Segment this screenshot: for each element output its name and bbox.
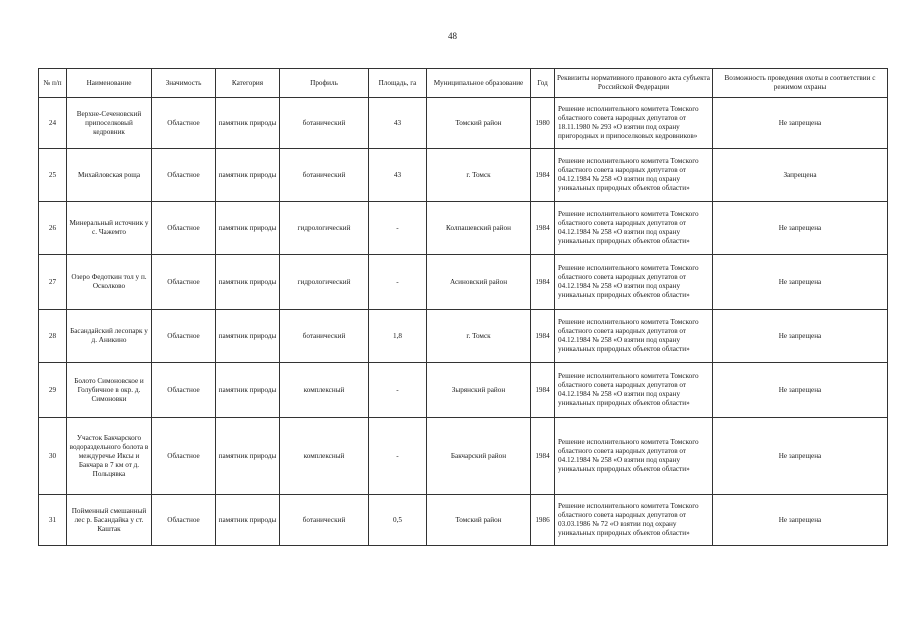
header-municipality: Муниципальное образование bbox=[427, 69, 531, 98]
header-year: Год bbox=[531, 69, 555, 98]
protected-areas-table bbox=[38, 68, 888, 546]
cell-category: памятник природы bbox=[216, 310, 280, 363]
cell-name: Болото Симоновское и Голубичное в окр. д. Симоновки bbox=[67, 363, 152, 418]
cell-number: 26 bbox=[39, 202, 67, 255]
cell-municipality: Колпашевский район bbox=[427, 202, 531, 255]
cell-year: 1984 bbox=[531, 149, 555, 202]
cell-municipality: г. Томск bbox=[427, 310, 531, 363]
cell-area: 43 bbox=[369, 98, 427, 149]
page-number: 48 bbox=[448, 31, 457, 41]
cell-profile: ботанический bbox=[280, 149, 369, 202]
cell-profile: гидрологический bbox=[280, 255, 369, 310]
cell-year: 1984 bbox=[531, 255, 555, 310]
cell-category: памятник природы bbox=[216, 149, 280, 202]
cell-year: 1984 bbox=[531, 363, 555, 418]
cell-significance: Областное bbox=[152, 310, 216, 363]
cell-number: 31 bbox=[39, 495, 67, 546]
table-row bbox=[39, 149, 888, 202]
cell-year: 1980 bbox=[531, 98, 555, 149]
cell-hunting: Запрещена bbox=[713, 149, 888, 202]
cell-profile: ботанический bbox=[280, 98, 369, 149]
header-profile: Профиль bbox=[280, 69, 369, 98]
header-significance: Значимость bbox=[152, 69, 216, 98]
cell-category: памятник природы bbox=[216, 363, 280, 418]
header-hunting: Возможность проведения охоты в соответствии с режимом охраны bbox=[713, 69, 888, 98]
cell-number: 25 bbox=[39, 149, 67, 202]
cell-hunting: Не запрещена bbox=[713, 363, 888, 418]
cell-number: 29 bbox=[39, 363, 67, 418]
cell-name: Пойменный смешанный лес р. Басандайка у ст. Каштак bbox=[67, 495, 152, 546]
cell-significance: Областное bbox=[152, 255, 216, 310]
cell-area: - bbox=[369, 202, 427, 255]
table-row bbox=[39, 495, 888, 546]
table-row bbox=[39, 418, 888, 495]
table-row bbox=[39, 98, 888, 149]
cell-municipality: Асиновский район bbox=[427, 255, 531, 310]
cell-hunting: Не запрещена bbox=[713, 98, 888, 149]
header-legal-act: Реквизиты нормативного правового акта субъекта Российской Федерации bbox=[555, 69, 713, 98]
cell-significance: Областное bbox=[152, 495, 216, 546]
cell-year: 1984 bbox=[531, 310, 555, 363]
header-number: № п/п bbox=[39, 69, 67, 98]
cell-category: памятник природы bbox=[216, 495, 280, 546]
cell-legal-act: Решение исполнительного комитета Томского областного совета народных депутатов от 04.12.1984 № 258 «О взятии под охрану уникальных природных объектов области» bbox=[555, 202, 713, 255]
cell-name: Михайловская роща bbox=[67, 149, 152, 202]
cell-area: - bbox=[369, 255, 427, 310]
cell-municipality: Бакчарский район bbox=[427, 418, 531, 495]
cell-area: - bbox=[369, 363, 427, 418]
cell-municipality: Томский район bbox=[427, 98, 531, 149]
cell-area: - bbox=[369, 418, 427, 495]
cell-number: 24 bbox=[39, 98, 67, 149]
cell-significance: Областное bbox=[152, 418, 216, 495]
cell-area: 1,8 bbox=[369, 310, 427, 363]
cell-hunting: Не запрещена bbox=[713, 310, 888, 363]
table-row bbox=[39, 202, 888, 255]
cell-legal-act: Решение исполнительного комитета Томского областного совета народных депутатов от 04.12.1984 № 258 «О взятии под охрану уникальных природных объектов области» bbox=[555, 255, 713, 310]
cell-category: памятник природы bbox=[216, 98, 280, 149]
cell-legal-act: Решение исполнительного комитета Томского областного совета народных депутатов от 04.12.1984 № 258 «О взятии под охрану уникальных природных объектов области» bbox=[555, 149, 713, 202]
cell-name: Басандайский лесопарк у д. Аникино bbox=[67, 310, 152, 363]
cell-municipality: Зырянский район bbox=[427, 363, 531, 418]
cell-legal-act: Решение исполнительного комитета Томского областного совета народных депутатов от 04.12.1984 № 258 «О взятии под охрану уникальных природных объектов области» bbox=[555, 310, 713, 363]
cell-area: 43 bbox=[369, 149, 427, 202]
cell-significance: Областное bbox=[152, 149, 216, 202]
cell-significance: Областное bbox=[152, 98, 216, 149]
cell-significance: Областное bbox=[152, 202, 216, 255]
cell-hunting: Не запрещена bbox=[713, 202, 888, 255]
cell-legal-act: Решение исполнительного комитета Томского областного совета народных депутатов от 04.12.1984 № 258 «О взятии под охрану уникальных природных объектов области» bbox=[555, 363, 713, 418]
cell-name: Минеральный источник у с. Чажемто bbox=[67, 202, 152, 255]
cell-category: памятник природы bbox=[216, 418, 280, 495]
cell-number: 27 bbox=[39, 255, 67, 310]
table-header-row bbox=[39, 69, 888, 98]
cell-name: Верхне-Сеченовский припоселковый кедровник bbox=[67, 98, 152, 149]
cell-hunting: Не запрещена bbox=[713, 255, 888, 310]
cell-profile: ботанический bbox=[280, 310, 369, 363]
cell-name: Участок Бакчарского водораздельного болота в междуречье Иксы и Бакчара в 7 км от д. Польцявка bbox=[67, 418, 152, 495]
cell-municipality: Томский район bbox=[427, 495, 531, 546]
table-row bbox=[39, 255, 888, 310]
table-row bbox=[39, 310, 888, 363]
cell-area: 0,5 bbox=[369, 495, 427, 546]
cell-hunting: Не запрещена bbox=[713, 418, 888, 495]
header-category: Категория bbox=[216, 69, 280, 98]
table-row bbox=[39, 363, 888, 418]
cell-year: 1984 bbox=[531, 202, 555, 255]
cell-significance: Областное bbox=[152, 363, 216, 418]
cell-municipality: г. Томск bbox=[427, 149, 531, 202]
cell-number: 30 bbox=[39, 418, 67, 495]
cell-profile: гидрологический bbox=[280, 202, 369, 255]
cell-hunting: Не запрещена bbox=[713, 495, 888, 546]
cell-legal-act: Решение исполнительного комитета Томского областного совета народных депутатов от 03.03.1986 № 72 «О взятии под охрану уникальных природных объектов области» bbox=[555, 495, 713, 546]
cell-category: памятник природы bbox=[216, 255, 280, 310]
cell-profile: комплексный bbox=[280, 418, 369, 495]
cell-legal-act: Решение исполнительного комитета Томского областного совета народных депутатов от 18.11.1980 № 293 «О взятии под охрану пригородных и припоселковых кедровников» bbox=[555, 98, 713, 149]
cell-category: памятник природы bbox=[216, 202, 280, 255]
header-area: Площадь, га bbox=[369, 69, 427, 98]
cell-year: 1986 bbox=[531, 495, 555, 546]
header-name: Наименование bbox=[67, 69, 152, 98]
cell-legal-act: Решение исполнительного комитета Томского областного совета народных депутатов от 04.12.1984 № 258 «О взятии под охрану уникальных природных объектов области» bbox=[555, 418, 713, 495]
cell-year: 1984 bbox=[531, 418, 555, 495]
cell-number: 28 bbox=[39, 310, 67, 363]
cell-profile: ботанический bbox=[280, 495, 369, 546]
cell-profile: комплексный bbox=[280, 363, 369, 418]
cell-name: Озеро Федоткин тол у п. Осколково bbox=[67, 255, 152, 310]
